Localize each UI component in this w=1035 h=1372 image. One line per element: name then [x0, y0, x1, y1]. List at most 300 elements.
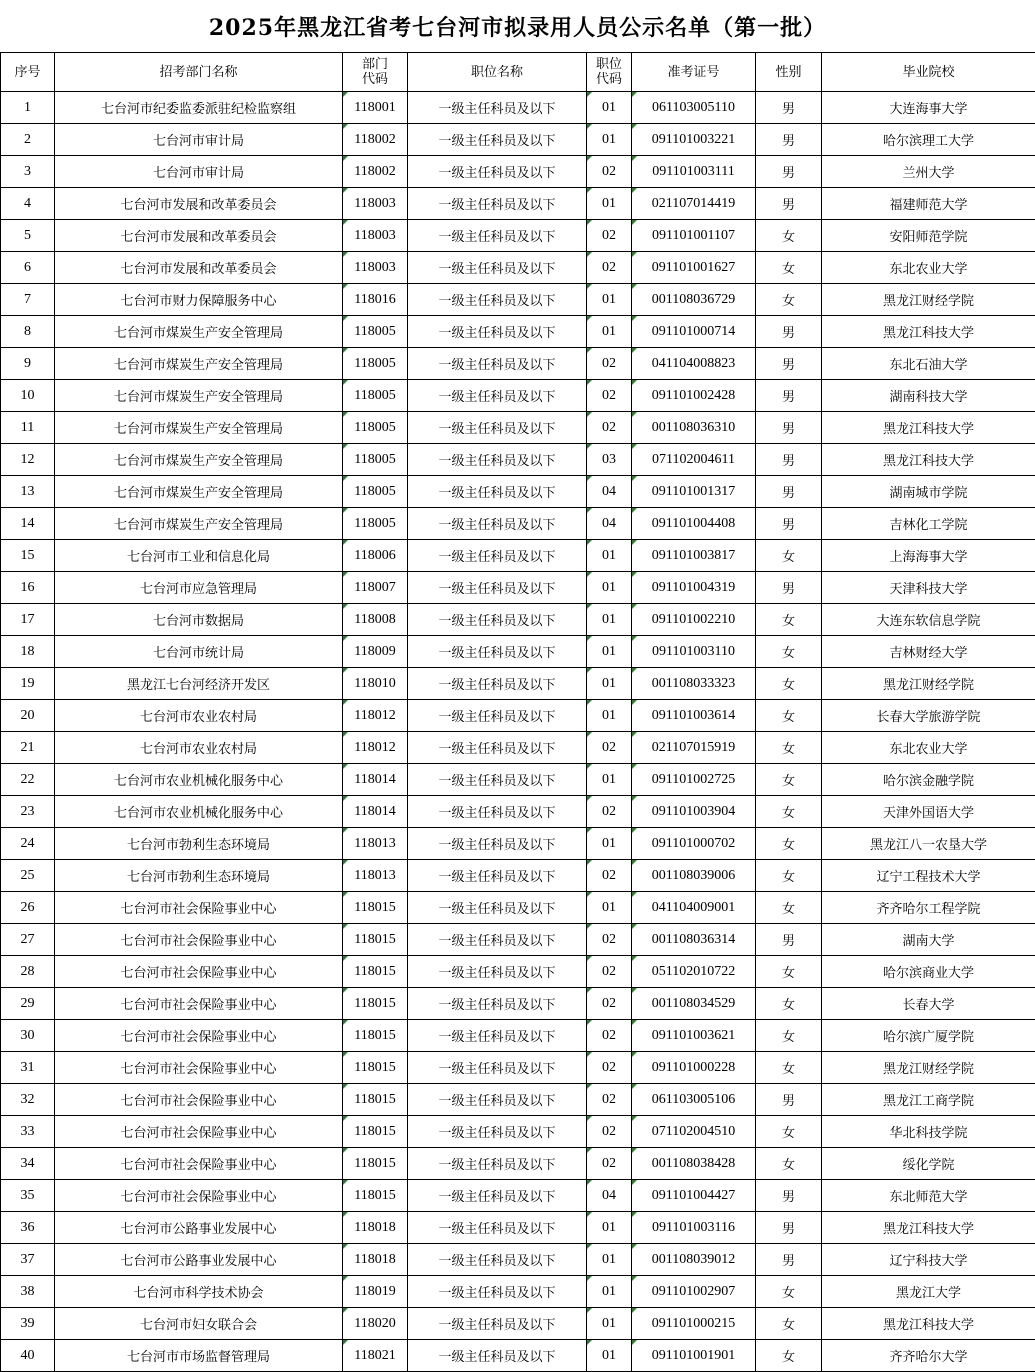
cell-gender: 女 [756, 892, 822, 924]
cell-gender: 女 [756, 1148, 822, 1180]
cell-position-code: 01 [587, 700, 632, 732]
cell-department: 七台河市煤炭生产安全管理局 [55, 316, 343, 348]
cell-gender: 男 [756, 412, 822, 444]
cell-school: 齐齐哈尔大学 [822, 1340, 1035, 1372]
cell-gender: 女 [756, 604, 822, 636]
cell-exam-number: 041104009001 [632, 892, 756, 924]
cell-gender: 男 [756, 1244, 822, 1276]
header-department-code: 部门 代码 [343, 53, 408, 92]
cell-position-code: 01 [587, 92, 632, 124]
cell-department: 七台河市勃利生态环境局 [55, 828, 343, 860]
cell-position: 一级主任科员及以下 [408, 988, 587, 1020]
cell-department: 七台河市农业农村局 [55, 732, 343, 764]
cell-department-code: 118013 [343, 860, 408, 892]
cell-department-code: 118005 [343, 444, 408, 476]
cell-position-code: 02 [587, 988, 632, 1020]
cell-exam-number: 091101004408 [632, 508, 756, 540]
table-row [1, 924, 1035, 956]
cell-school: 华北科技学院 [822, 1116, 1035, 1148]
cell-position: 一级主任科员及以下 [408, 764, 587, 796]
cell-position: 一级主任科员及以下 [408, 732, 587, 764]
table-row [1, 1020, 1035, 1052]
cell-position-code: 01 [587, 636, 632, 668]
table-row [1, 572, 1035, 604]
cell-gender: 女 [756, 1340, 822, 1372]
cell-exam-number: 021107014419 [632, 188, 756, 220]
cell-position: 一级主任科员及以下 [408, 540, 587, 572]
cell-school: 黑龙江科技大学 [822, 412, 1035, 444]
table-row [1, 316, 1035, 348]
cell-position: 一级主任科员及以下 [408, 956, 587, 988]
cell-gender: 女 [756, 860, 822, 892]
cell-position-code: 01 [587, 540, 632, 572]
table-row [1, 1340, 1035, 1372]
cell-position: 一级主任科员及以下 [408, 828, 587, 860]
cell-department-code: 118015 [343, 1116, 408, 1148]
cell-position: 一级主任科员及以下 [408, 636, 587, 668]
cell-position-code: 01 [587, 124, 632, 156]
cell-position-code: 01 [587, 284, 632, 316]
cell-gender: 女 [756, 1020, 822, 1052]
header-position-code: 职位 代码 [587, 53, 632, 92]
cell-gender: 女 [756, 1052, 822, 1084]
cell-department: 七台河市社会保险事业中心 [55, 1148, 343, 1180]
cell-department: 七台河市煤炭生产安全管理局 [55, 348, 343, 380]
cell-school: 吉林化工学院 [822, 508, 1035, 540]
cell-department: 七台河市发展和改革委员会 [55, 252, 343, 284]
cell-department: 七台河市社会保险事业中心 [55, 892, 343, 924]
cell-gender: 女 [756, 700, 822, 732]
cell-department: 七台河市公路事业发展中心 [55, 1244, 343, 1276]
cell-index: 35 [1, 1180, 55, 1212]
cell-position-code: 01 [587, 892, 632, 924]
cell-department-code: 118002 [343, 156, 408, 188]
cell-position-code: 02 [587, 796, 632, 828]
cell-department: 七台河市统计局 [55, 636, 343, 668]
cell-position: 一级主任科员及以下 [408, 252, 587, 284]
cell-index: 28 [1, 956, 55, 988]
cell-department-code: 118015 [343, 892, 408, 924]
cell-exam-number: 091101002725 [632, 764, 756, 796]
cell-school: 天津外国语大学 [822, 796, 1035, 828]
cell-department: 七台河市数据局 [55, 604, 343, 636]
cell-gender: 男 [756, 348, 822, 380]
cell-index: 4 [1, 188, 55, 220]
cell-exam-number: 091101003221 [632, 124, 756, 156]
cell-position-code: 01 [587, 764, 632, 796]
cell-position: 一级主任科员及以下 [408, 348, 587, 380]
cell-exam-number: 091101001627 [632, 252, 756, 284]
cell-index: 22 [1, 764, 55, 796]
cell-department-code: 118018 [343, 1212, 408, 1244]
cell-index: 16 [1, 572, 55, 604]
table-row [1, 604, 1035, 636]
cell-department-code: 118014 [343, 796, 408, 828]
cell-index: 34 [1, 1148, 55, 1180]
cell-position-code: 01 [587, 1244, 632, 1276]
cell-position-code: 01 [587, 1340, 632, 1372]
cell-gender: 女 [756, 988, 822, 1020]
cell-department: 七台河市社会保险事业中心 [55, 924, 343, 956]
cell-position: 一级主任科员及以下 [408, 1020, 587, 1052]
cell-position-code: 02 [587, 1020, 632, 1052]
cell-department: 七台河市煤炭生产安全管理局 [55, 412, 343, 444]
cell-department: 七台河市妇女联合会 [55, 1308, 343, 1340]
cell-department-code: 118016 [343, 284, 408, 316]
table-row [1, 1212, 1035, 1244]
cell-gender: 女 [756, 284, 822, 316]
cell-exam-number: 041104008823 [632, 348, 756, 380]
cell-position: 一级主任科员及以下 [408, 1340, 587, 1372]
table-row [1, 700, 1035, 732]
table-row [1, 348, 1035, 380]
cell-exam-number: 001108036729 [632, 284, 756, 316]
cell-index: 5 [1, 220, 55, 252]
cell-position: 一级主任科员及以下 [408, 1276, 587, 1308]
cell-school: 兰州大学 [822, 156, 1035, 188]
cell-position-code: 04 [587, 508, 632, 540]
cell-exam-number: 091101000228 [632, 1052, 756, 1084]
cell-department-code: 118005 [343, 508, 408, 540]
cell-gender: 女 [756, 636, 822, 668]
cell-exam-number: 091101004427 [632, 1180, 756, 1212]
table-row [1, 1276, 1035, 1308]
cell-department-code: 118001 [343, 92, 408, 124]
cell-index: 36 [1, 1212, 55, 1244]
cell-index: 29 [1, 988, 55, 1020]
cell-exam-number: 001108038428 [632, 1148, 756, 1180]
table-row [1, 636, 1035, 668]
table-row [1, 828, 1035, 860]
cell-exam-number: 001108033323 [632, 668, 756, 700]
cell-position-code: 01 [587, 1276, 632, 1308]
cell-index: 39 [1, 1308, 55, 1340]
cell-index: 11 [1, 412, 55, 444]
personnel-table [0, 52, 1035, 1372]
cell-school: 黑龙江财经学院 [822, 1052, 1035, 1084]
cell-exam-number: 091101002210 [632, 604, 756, 636]
cell-exam-number: 071102004510 [632, 1116, 756, 1148]
cell-position: 一级主任科员及以下 [408, 220, 587, 252]
header-department: 招考部门名称 [55, 53, 343, 92]
table-row [1, 380, 1035, 412]
cell-exam-number: 061103005106 [632, 1084, 756, 1116]
cell-gender: 男 [756, 572, 822, 604]
cell-department: 七台河市社会保险事业中心 [55, 956, 343, 988]
cell-position: 一级主任科员及以下 [408, 572, 587, 604]
table-row [1, 444, 1035, 476]
cell-gender: 女 [756, 764, 822, 796]
cell-department-code: 118005 [343, 476, 408, 508]
cell-school: 湖南科技大学 [822, 380, 1035, 412]
table-row [1, 764, 1035, 796]
cell-department-code: 118015 [343, 1052, 408, 1084]
cell-exam-number: 001108039012 [632, 1244, 756, 1276]
cell-school: 长春大学 [822, 988, 1035, 1020]
cell-position: 一级主任科员及以下 [408, 284, 587, 316]
table-header-row [1, 53, 1035, 92]
cell-position-code: 02 [587, 220, 632, 252]
cell-position-code: 02 [587, 1148, 632, 1180]
cell-department-code: 118012 [343, 700, 408, 732]
cell-exam-number: 061103005110 [632, 92, 756, 124]
cell-exam-number: 091101000714 [632, 316, 756, 348]
cell-exam-number: 091101003111 [632, 156, 756, 188]
cell-position: 一级主任科员及以下 [408, 1308, 587, 1340]
cell-index: 27 [1, 924, 55, 956]
cell-index: 23 [1, 796, 55, 828]
cell-position-code: 02 [587, 380, 632, 412]
cell-gender: 男 [756, 188, 822, 220]
cell-exam-number: 091101003110 [632, 636, 756, 668]
cell-index: 31 [1, 1052, 55, 1084]
table-row [1, 988, 1035, 1020]
cell-gender: 女 [756, 220, 822, 252]
cell-exam-number: 021107015919 [632, 732, 756, 764]
cell-index: 33 [1, 1116, 55, 1148]
cell-school: 哈尔滨金融学院 [822, 764, 1035, 796]
cell-exam-number: 091101003621 [632, 1020, 756, 1052]
cell-exam-number: 091101001107 [632, 220, 756, 252]
header-index: 序号 [1, 53, 55, 92]
cell-department: 七台河市社会保险事业中心 [55, 1180, 343, 1212]
cell-exam-number: 091101000215 [632, 1308, 756, 1340]
cell-department: 黑龙江七台河经济开发区 [55, 668, 343, 700]
cell-position-code: 04 [587, 476, 632, 508]
cell-index: 7 [1, 284, 55, 316]
table-row [1, 124, 1035, 156]
cell-school: 福建师范大学 [822, 188, 1035, 220]
cell-school: 齐齐哈尔工程学院 [822, 892, 1035, 924]
cell-gender: 男 [756, 92, 822, 124]
cell-department: 七台河市煤炭生产安全管理局 [55, 444, 343, 476]
cell-department: 七台河市社会保险事业中心 [55, 1052, 343, 1084]
cell-department: 七台河市审计局 [55, 156, 343, 188]
cell-gender: 男 [756, 924, 822, 956]
table-row [1, 252, 1035, 284]
cell-department: 七台河市纪委监委派驻纪检监察组 [55, 92, 343, 124]
table-row [1, 220, 1035, 252]
cell-exam-number: 091101001317 [632, 476, 756, 508]
header-gender: 性别 [756, 53, 822, 92]
cell-exam-number: 091101004319 [632, 572, 756, 604]
cell-position: 一级主任科员及以下 [408, 92, 587, 124]
cell-gender: 女 [756, 540, 822, 572]
cell-index: 20 [1, 700, 55, 732]
cell-department-code: 118002 [343, 124, 408, 156]
cell-exam-number: 091101001901 [632, 1340, 756, 1372]
cell-department-code: 118003 [343, 220, 408, 252]
cell-position: 一级主任科员及以下 [408, 892, 587, 924]
cell-position-code: 02 [587, 1084, 632, 1116]
cell-position-code: 01 [587, 1212, 632, 1244]
cell-position-code: 02 [587, 156, 632, 188]
cell-department-code: 118015 [343, 1148, 408, 1180]
cell-department-code: 118005 [343, 316, 408, 348]
cell-position-code: 02 [587, 732, 632, 764]
cell-department: 七台河市市场监督管理局 [55, 1340, 343, 1372]
table-row [1, 92, 1035, 124]
cell-index: 30 [1, 1020, 55, 1052]
cell-position: 一级主任科员及以下 [408, 860, 587, 892]
cell-gender: 男 [756, 124, 822, 156]
cell-index: 8 [1, 316, 55, 348]
cell-position: 一级主任科员及以下 [408, 796, 587, 828]
cell-position-code: 02 [587, 860, 632, 892]
cell-school: 哈尔滨商业大学 [822, 956, 1035, 988]
cell-department: 七台河市科学技术协会 [55, 1276, 343, 1308]
cell-department-code: 118019 [343, 1276, 408, 1308]
table-row [1, 156, 1035, 188]
cell-index: 26 [1, 892, 55, 924]
cell-position: 一级主任科员及以下 [408, 668, 587, 700]
cell-position-code: 01 [587, 316, 632, 348]
table-row [1, 476, 1035, 508]
cell-position: 一级主任科员及以下 [408, 1084, 587, 1116]
cell-department: 七台河市公路事业发展中心 [55, 1212, 343, 1244]
table-row [1, 1308, 1035, 1340]
cell-gender: 女 [756, 1276, 822, 1308]
cell-position-code: 02 [587, 348, 632, 380]
cell-index: 37 [1, 1244, 55, 1276]
table-row [1, 1180, 1035, 1212]
cell-position: 一级主任科员及以下 [408, 380, 587, 412]
cell-gender: 男 [756, 444, 822, 476]
cell-position: 一级主任科员及以下 [408, 508, 587, 540]
cell-position-code: 02 [587, 252, 632, 284]
cell-position-code: 01 [587, 572, 632, 604]
cell-gender: 男 [756, 380, 822, 412]
cell-department-code: 118015 [343, 1180, 408, 1212]
cell-gender: 男 [756, 156, 822, 188]
cell-position: 一级主任科员及以下 [408, 156, 587, 188]
cell-school: 大连海事大学 [822, 92, 1035, 124]
cell-department: 七台河市工业和信息化局 [55, 540, 343, 572]
cell-school: 黑龙江财经学院 [822, 284, 1035, 316]
table-row [1, 1244, 1035, 1276]
cell-gender: 男 [756, 508, 822, 540]
cell-department-code: 118020 [343, 1308, 408, 1340]
cell-department-code: 118015 [343, 1020, 408, 1052]
cell-position-code: 01 [587, 604, 632, 636]
cell-exam-number: 091101002428 [632, 380, 756, 412]
cell-position: 一级主任科员及以下 [408, 1052, 587, 1084]
table-row [1, 956, 1035, 988]
cell-exam-number: 091101003614 [632, 700, 756, 732]
cell-department: 七台河市社会保险事业中心 [55, 1020, 343, 1052]
cell-school: 安阳师范学院 [822, 220, 1035, 252]
cell-position-code: 02 [587, 412, 632, 444]
cell-position-code: 04 [587, 1180, 632, 1212]
cell-school: 东北师范大学 [822, 1180, 1035, 1212]
table-row [1, 1148, 1035, 1180]
cell-school: 辽宁科技大学 [822, 1244, 1035, 1276]
cell-position-code: 02 [587, 924, 632, 956]
cell-position: 一级主任科员及以下 [408, 1244, 587, 1276]
cell-index: 15 [1, 540, 55, 572]
cell-department: 七台河市勃利生态环境局 [55, 860, 343, 892]
table-row [1, 732, 1035, 764]
cell-position: 一级主任科员及以下 [408, 1116, 587, 1148]
cell-index: 14 [1, 508, 55, 540]
cell-index: 32 [1, 1084, 55, 1116]
cell-school: 辽宁工程技术大学 [822, 860, 1035, 892]
cell-school: 哈尔滨广厦学院 [822, 1020, 1035, 1052]
cell-school: 黑龙江科技大学 [822, 1308, 1035, 1340]
table-row [1, 668, 1035, 700]
header-school: 毕业院校 [822, 53, 1035, 92]
cell-department-code: 118007 [343, 572, 408, 604]
cell-gender: 女 [756, 1116, 822, 1148]
cell-department: 七台河市财力保障服务中心 [55, 284, 343, 316]
cell-index: 18 [1, 636, 55, 668]
cell-department: 七台河市社会保险事业中心 [55, 988, 343, 1020]
cell-position: 一级主任科员及以下 [408, 1148, 587, 1180]
cell-school: 黑龙江八一农垦大学 [822, 828, 1035, 860]
cell-school: 绥化学院 [822, 1148, 1035, 1180]
cell-department-code: 118012 [343, 732, 408, 764]
cell-school: 吉林财经大学 [822, 636, 1035, 668]
cell-department: 七台河市社会保险事业中心 [55, 1116, 343, 1148]
header-exam-number: 准考证号 [632, 53, 756, 92]
cell-exam-number: 091101002907 [632, 1276, 756, 1308]
cell-index: 6 [1, 252, 55, 284]
cell-school: 黑龙江科技大学 [822, 444, 1035, 476]
cell-school: 长春大学旅游学院 [822, 700, 1035, 732]
cell-department-code: 118005 [343, 348, 408, 380]
cell-exam-number: 091101003817 [632, 540, 756, 572]
cell-department-code: 118015 [343, 1084, 408, 1116]
cell-position-code: 01 [587, 828, 632, 860]
cell-department-code: 118003 [343, 188, 408, 220]
cell-department: 七台河市煤炭生产安全管理局 [55, 476, 343, 508]
page-title: 2025年黑龙江省考七台河市拟录用人员公示名单（第一批） [0, 0, 1035, 52]
cell-index: 21 [1, 732, 55, 764]
cell-gender: 女 [756, 668, 822, 700]
cell-gender: 女 [756, 796, 822, 828]
cell-school: 黑龙江财经学院 [822, 668, 1035, 700]
cell-department-code: 118015 [343, 956, 408, 988]
cell-exam-number: 001108034529 [632, 988, 756, 1020]
cell-index: 40 [1, 1340, 55, 1372]
cell-department: 七台河市审计局 [55, 124, 343, 156]
cell-position: 一级主任科员及以下 [408, 412, 587, 444]
cell-school: 黑龙江科技大学 [822, 316, 1035, 348]
cell-position-code: 02 [587, 1116, 632, 1148]
cell-position-code: 01 [587, 668, 632, 700]
cell-school: 湖南城市学院 [822, 476, 1035, 508]
cell-index: 3 [1, 156, 55, 188]
cell-department-code: 118005 [343, 412, 408, 444]
cell-school: 哈尔滨理工大学 [822, 124, 1035, 156]
cell-gender: 男 [756, 1084, 822, 1116]
cell-exam-number: 001108036310 [632, 412, 756, 444]
cell-position: 一级主任科员及以下 [408, 444, 587, 476]
cell-gender: 女 [756, 252, 822, 284]
cell-position: 一级主任科员及以下 [408, 604, 587, 636]
cell-position-code: 01 [587, 188, 632, 220]
cell-gender: 男 [756, 1212, 822, 1244]
cell-position: 一级主任科员及以下 [408, 316, 587, 348]
table-row [1, 412, 1035, 444]
cell-department-code: 118009 [343, 636, 408, 668]
table-row [1, 540, 1035, 572]
cell-index: 10 [1, 380, 55, 412]
table-row [1, 1084, 1035, 1116]
cell-exam-number: 001108036314 [632, 924, 756, 956]
cell-index: 1 [1, 92, 55, 124]
cell-department: 七台河市煤炭生产安全管理局 [55, 508, 343, 540]
